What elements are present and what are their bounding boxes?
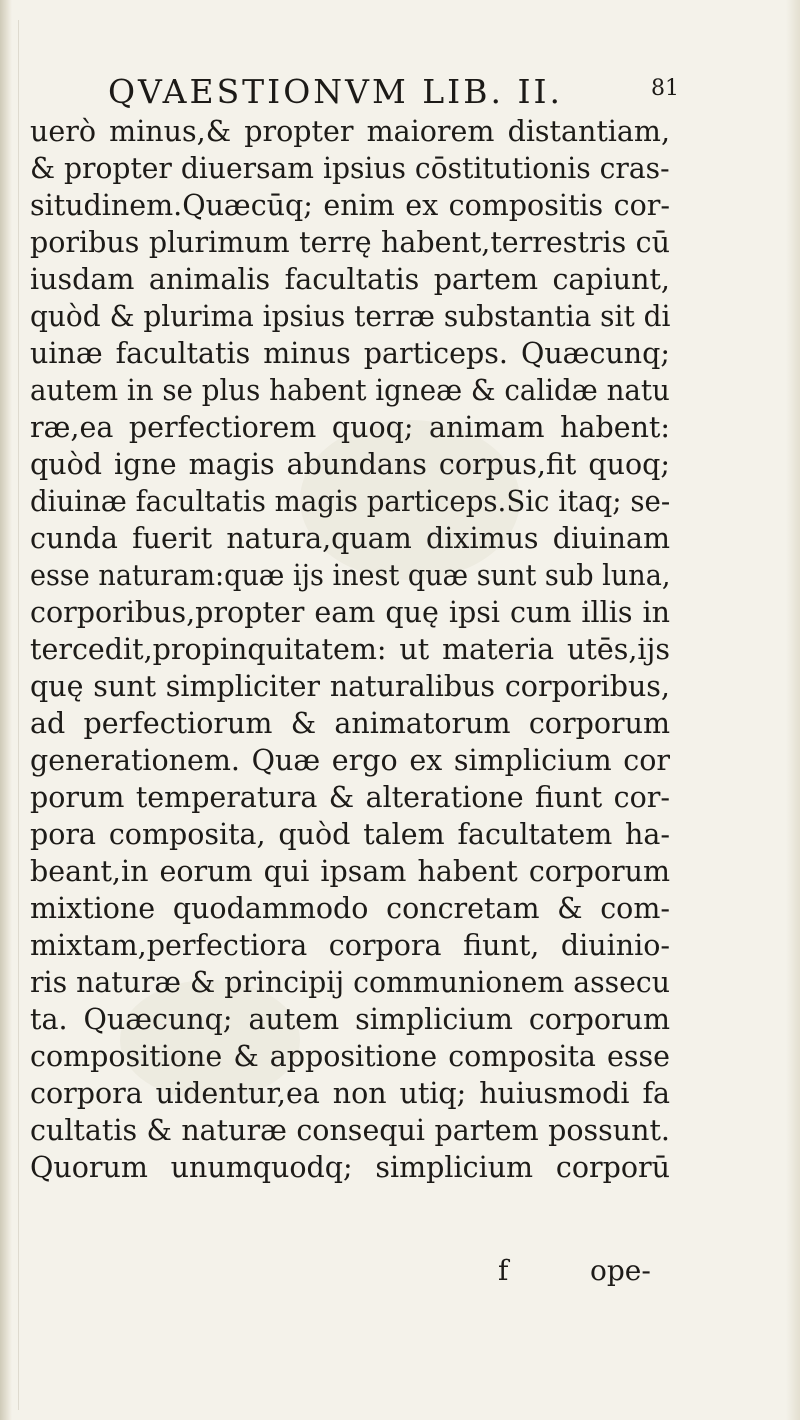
text-line: corporibus,propter eam quę ipsi cum illis in xyxy=(30,596,670,629)
text-line: esse naturam:quæ ijs inest quæ sunt sub luna, xyxy=(30,559,671,592)
folio-number: 81 xyxy=(651,76,679,101)
running-head xyxy=(108,72,679,112)
text-line: quę sunt simpliciter naturalibus corporibus, xyxy=(30,670,670,703)
gutter-shadow-line xyxy=(18,20,19,1410)
page-edge xyxy=(786,0,800,1420)
text-line: quòd igne magis abundans corpus,fit quoq; xyxy=(30,448,670,481)
text-line: uerò minus,& propter maiorem distantiam, xyxy=(30,115,670,148)
text-line: ris naturæ & principij communionem assecu xyxy=(30,966,671,999)
text-line: uinæ facultatis minus particeps. Quæcunq; xyxy=(30,337,670,370)
text-line: situdinem.Quæcūq; enim ex compositis cor- xyxy=(30,189,670,222)
text-line: & propter diuersam ipsius cōstitutionis cras- xyxy=(30,152,670,185)
body-text xyxy=(30,113,670,1186)
text-line: porum temperatura & alteratione fiunt cor- xyxy=(30,781,670,814)
catchword: ope- xyxy=(590,1254,651,1287)
text-line: iusdam animalis facultatis partem capiunt, xyxy=(30,263,670,296)
text-line: cultatis & naturæ consequi partem possunt. xyxy=(30,1114,670,1147)
text-line: diuinæ facultatis magis particeps.Sic itaq; se- xyxy=(30,485,671,518)
text-line: ræ,ea perfectiorem quoq; animam habent: xyxy=(30,411,670,444)
signature-mark: f xyxy=(498,1254,509,1287)
text-line: quòd & plurima ipsius terræ substantia sit di xyxy=(30,300,671,333)
text-line: poribus plurimum terrę habent,terrestris cū xyxy=(30,226,670,259)
text-line: compositione & appositione composita esse xyxy=(30,1040,670,1073)
text-line: pora composita, quòd talem facultatem ha- xyxy=(30,818,670,851)
text-line: Quorum unumquodq; simplicium corporū xyxy=(30,1151,670,1184)
text-line: tercedit,propinquitatem: ut materia utēs,ijs xyxy=(30,633,670,666)
text-line: ad perfectiorum & animatorum corporum xyxy=(30,707,670,740)
text-line: generationem. Quæ ergo ex simplicium cor xyxy=(30,744,670,777)
text-line: mixtione quodammodo concretam & com- xyxy=(30,892,670,925)
running-head-title: QVAESTIONVM LIB. II. xyxy=(108,72,564,111)
text-line: autem in se plus habent igneæ & calidæ natu xyxy=(30,374,670,407)
text-line: corpora uidentur,ea non utiq; huiusmodi fa xyxy=(30,1077,670,1110)
text-line: beant,in eorum qui ipsam habent corporum xyxy=(30,855,670,888)
binding-gutter xyxy=(0,0,12,1420)
text-line: ta. Quæcunq; autem simplicium corporum xyxy=(30,1003,670,1036)
text-line: cunda fuerit natura,quam diximus diuinam xyxy=(30,522,670,555)
text-line: mixtam,perfectiora corpora fiunt, diuinio- xyxy=(30,929,670,962)
